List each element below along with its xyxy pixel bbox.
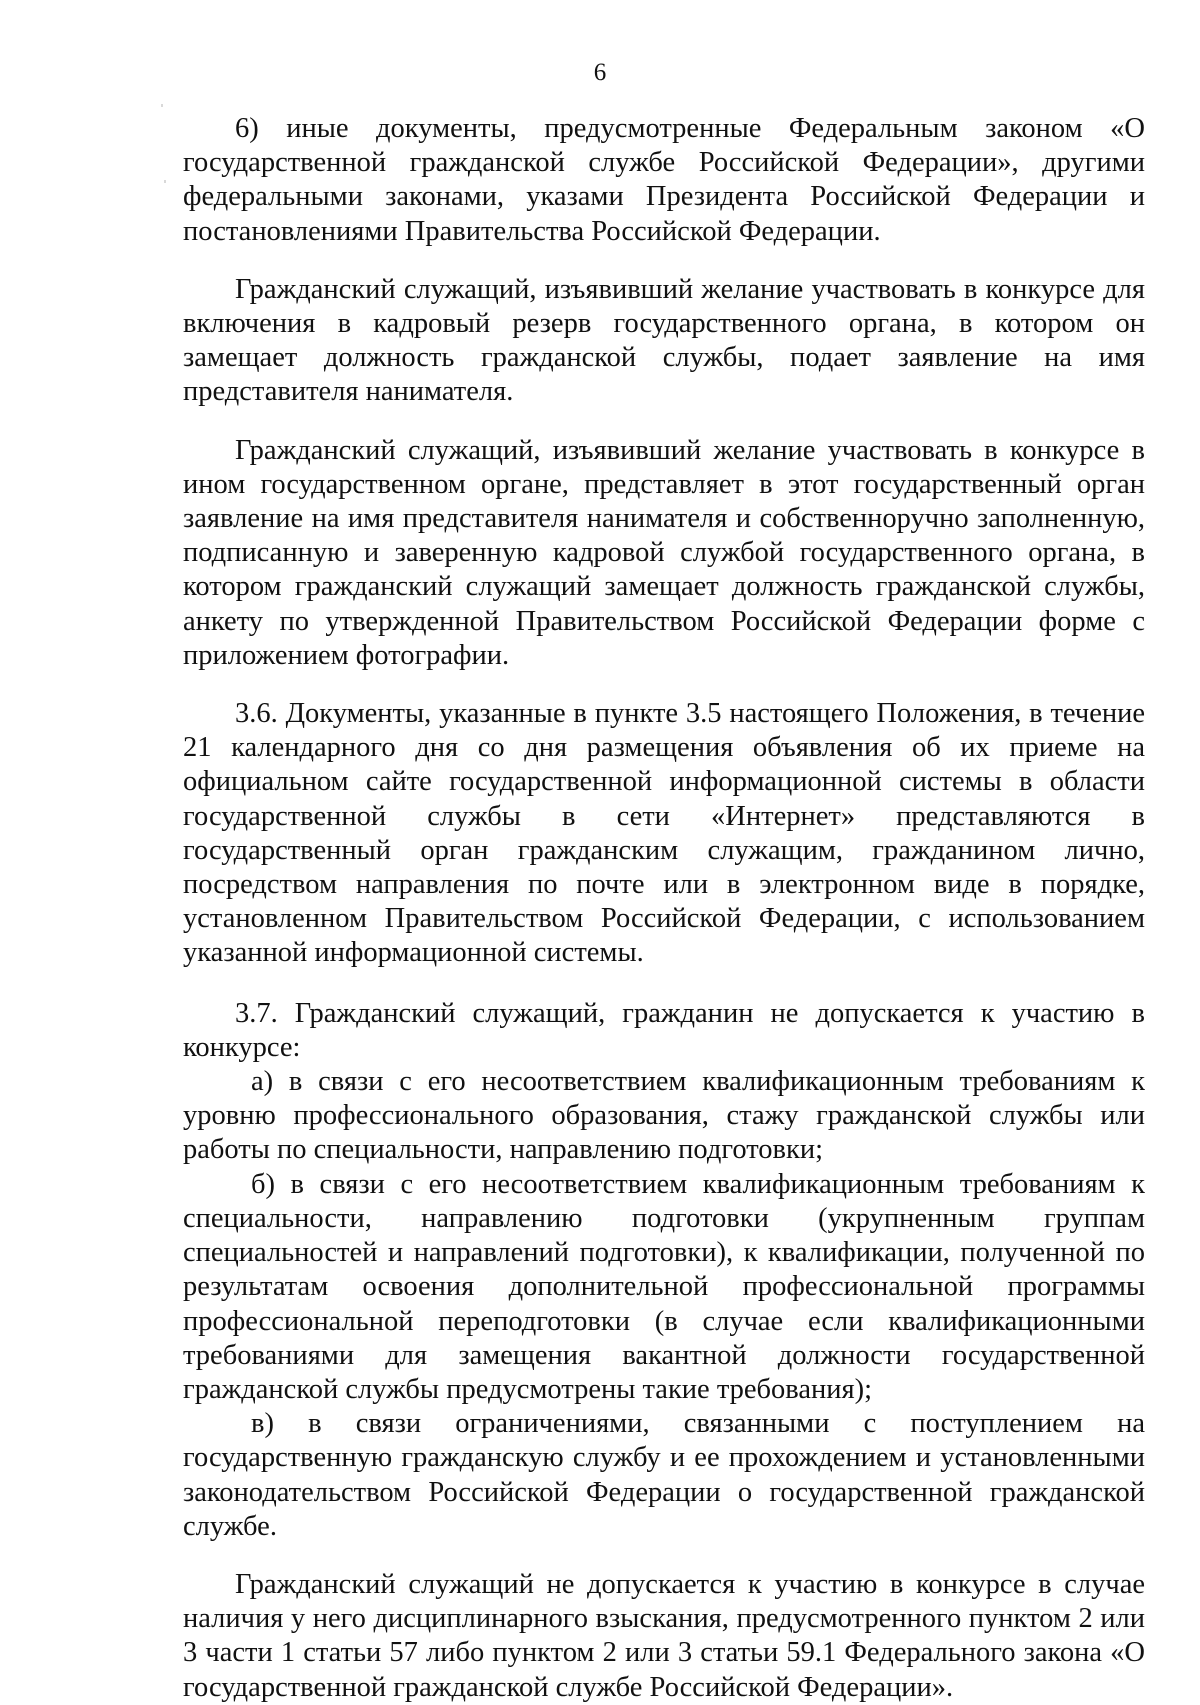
page-number: 6 [593,59,607,86]
paragraph-3-7-v: в) в связи ограничениями, связанными с поступлением на государственную гражданскую службу и ее прохождением и установленными законодательством Российской Федерации о государственной гражданской службе. [183,1408,1145,1542]
paragraph-reserve-application: Гражданский служащий, изъявивший желание участвовать в конкурсе для включения в кадровый резерв государственного органа, в котором он замещает должность гражданской службы, подает заявление на имя представителя нанимателя. [183,273,1145,408]
paragraph-disciplinary: Гражданский служащий не допускается к участию в конкурсе в случае наличия у него дисциплинарного взыскания, предусмотренного пунктом 2 или 3 части 1 статьи 57 либо пунктом 2 или 3 статьи 59.1 Федерального закона «О государственной гражданской службе Российской Федерации». [183,1568,1145,1703]
paragraph-item-6: 6) иные документы, предусмотренные Федеральным законом «О государственной гражданской службе Российской Федерации», другими федеральными законами, указами Президента Российской Федерации и постановлениями Правительства Российской Федерации. [183,113,1145,247]
paragraph-3-7-b: б) в связи с его несоответствием квалификационным требованиям к специальности, направлению подготовки (укрупненным группам специальностей и направлений подготовки), к квалификации, полученной по результатам освоения дополнительной профессиональной программы профессиональной переподготовки (в случае если квалификационными требованиями для замещения вакантной должности государственной гражданской службы предусмотрены такие требования); [183,1168,1145,1405]
paragraph-3-6: 3.6. Документы, указанные в пункте 3.5 настоящего Положения, в течение 21 календарного дня со дня размещения объявления об их приеме на официальном сайте государственной информационной системы в области государственной службы в сети «Интернет» представляются в государственный орган гражданским служащим, гражданином лично, посредством направления по почте или в электронном виде в порядке, установленном Правительством Российской Федерации, с использованием указанной информационной системы. [183,698,1145,969]
paragraph-other-agency-application: Гражданский служащий, изъявивший желание участвовать в конкурсе в ином государственном органе, представляет в этот государственный орган заявление на имя представителя нанимателя и собственноручно заполненную, подписанную и заверенную кадровой службой государственного органа, в котором гражданский служащий замещает должность гражданской службы, анкету по утвержденной Правительством Российской Федерации форме с приложением фотографии. [183,434,1145,671]
paragraph-3-7: 3.7. Гражданский служащий, гражданин не допускается к участию в конкурсе: [183,997,1145,1063]
document-body [183,112,1145,1705]
scan-artifact-mark [164,180,166,183]
scan-artifact-mark [161,104,163,107]
paragraph-3-7-a: а) в связи с его несоответствием квалификационным требованиям к уровню профессионального образования, стажу гражданской службы или работы по специальности, направлению подготовки; [183,1066,1145,1166]
